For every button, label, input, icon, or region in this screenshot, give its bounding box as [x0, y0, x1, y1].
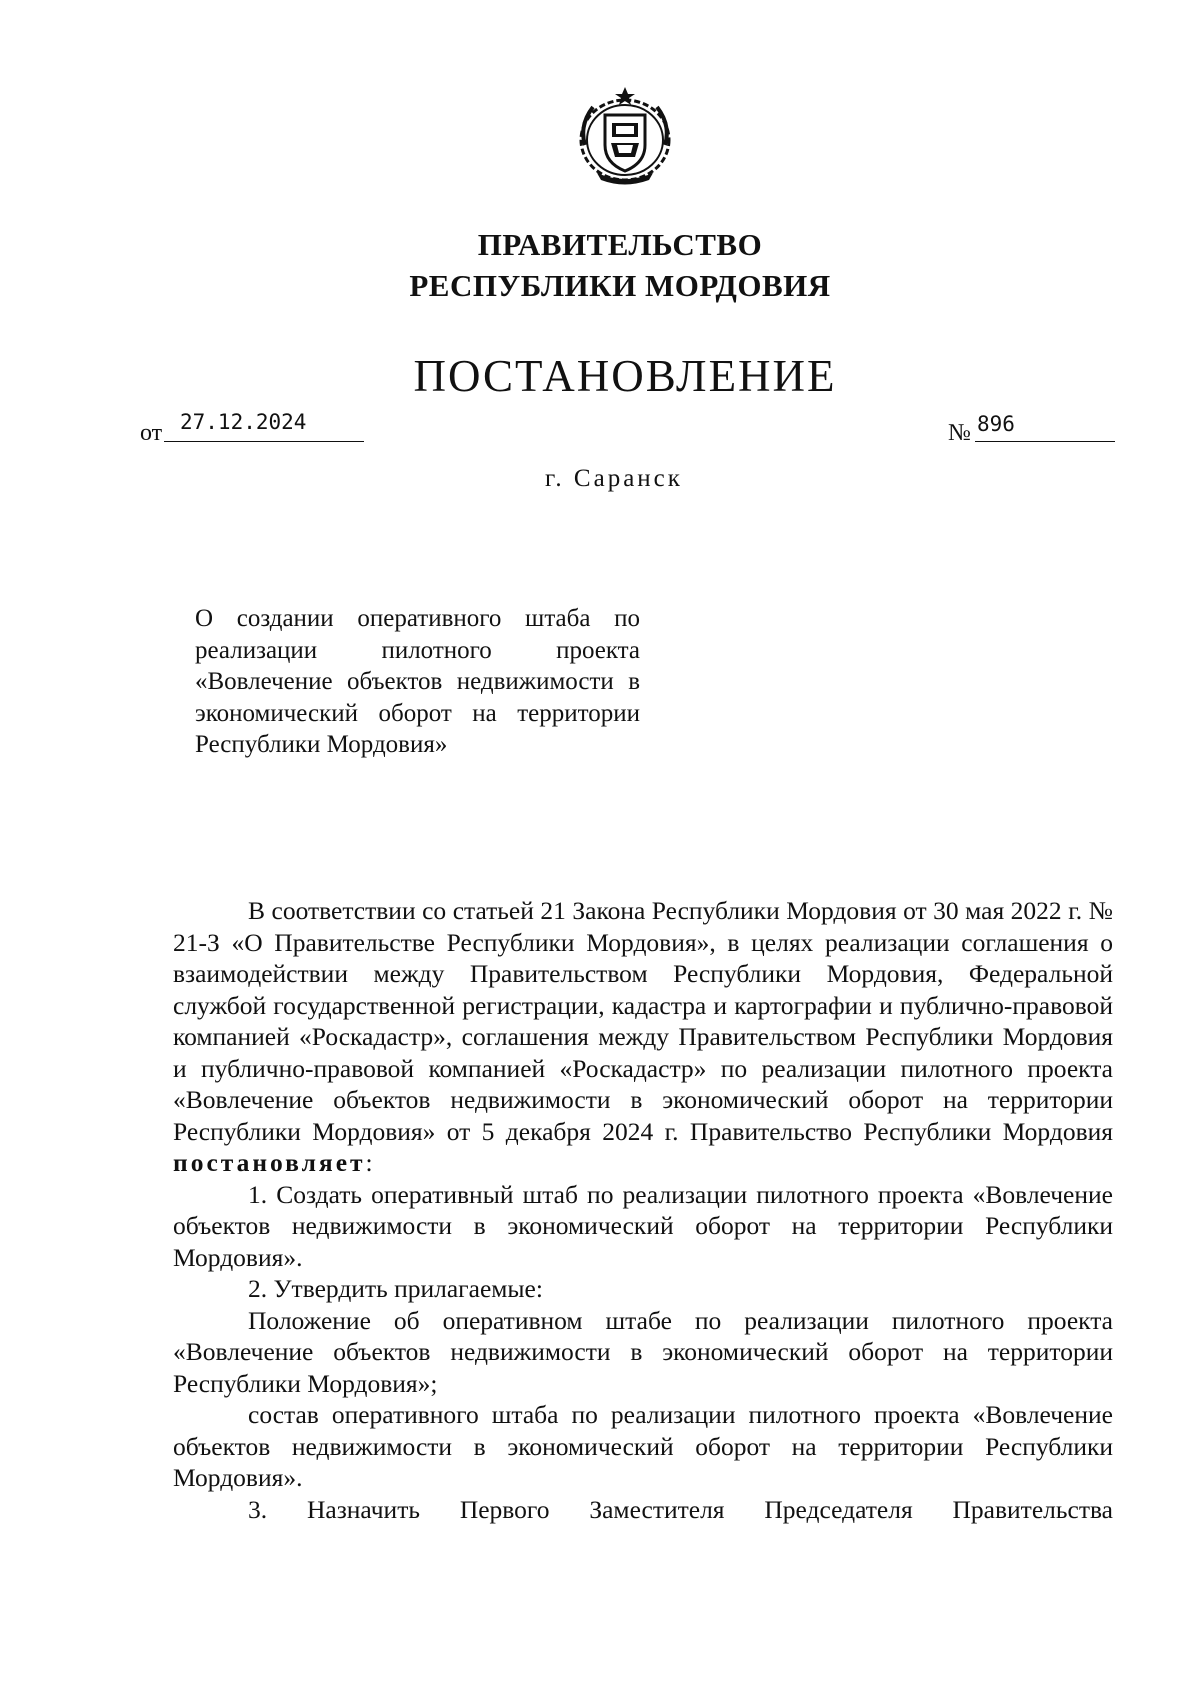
resolves-word: постановляет [173, 1148, 366, 1177]
body-paragraph-4: Положение об оперативном штабе по реализации пилотного проекта «Вовлечение объектов недвижимости в экономический оборот на территории Республики Мордовия»; [173, 1305, 1113, 1398]
paragraph-1-end: : [365, 1148, 373, 1177]
document-body [173, 895, 1113, 1525]
mordovia-coat-of-arms-icon [575, 85, 675, 185]
government-title-line2: РЕСПУБЛИКИ МОРДОВИЯ [409, 268, 831, 303]
city: г. Саранск [545, 465, 683, 492]
date-value: 27.12.2024 [180, 410, 307, 434]
body-paragraph-3: 2. Утвердить прилагаемые: [248, 1274, 543, 1303]
document-type: ПОСТАНОВЛЕНИЕ [413, 351, 837, 401]
number-value: 896 [977, 412, 1015, 436]
number-row [948, 420, 1115, 447]
body-paragraph-5: состав оперативного штаба по реализации пилотного проекта «Вовлечение объектов недвижимости в экономический оборот на территории Республики Мордовия». [173, 1400, 1113, 1492]
number-prefix: № [948, 420, 971, 446]
paragraph-1-text: В соответствии со статьей 21 Закона Республики Мордовия от 30 мая 2022 г. № 21-З «О Правительстве Республики Мордовия», в целях реализации соглашения о взаимодействии между Правительством Республики Мордовия, Федеральной службой государственной регистрации, кадастра и картографии и публично-правовой компанией «Роскадастр», соглашения между Правительством Республики Мордовия и публично-правовой компанией «Роскадастр» по реализации пилотного проекта «Вовлечение объектов недвижимости в экономический оборот на территории Республики Мордовия» от 5 декабря 2024 г. Правительство Республики Мордовия [173, 896, 1113, 1146]
date-underline [164, 441, 364, 442]
document-subject: О создании оперативного штаба по реализации пилотного проекта «Вовлечение объектов недвижимости в экономический оборот на территории Республики Мордовия» [195, 605, 640, 758]
body-paragraph-6: 3. Назначить Первого Заместителя Председателя Правительства [248, 1494, 1113, 1524]
government-title-line1: ПРАВИТЕЛЬСТВО [477, 227, 763, 262]
body-paragraph-2: 1. Создать оперативный штаб по реализации пилотного проекта «Вовлечение объектов недвижимости в экономический оборот на территории Республики Мордовия». [173, 1179, 1113, 1272]
body-paragraph-1 [173, 895, 1113, 1179]
number-underline [975, 441, 1115, 442]
date-prefix: от [140, 420, 163, 446]
